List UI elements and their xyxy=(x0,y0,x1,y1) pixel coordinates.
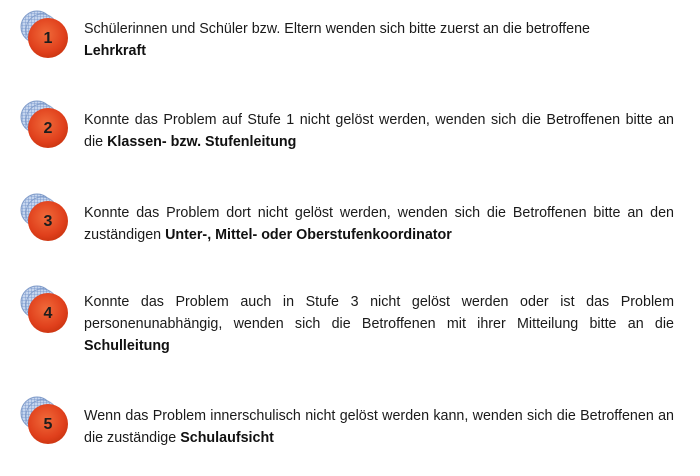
step-number: 3 xyxy=(43,213,53,230)
step-description: Schülerinnen und Schüler bzw. Eltern wenden sich bitte zuerst an die betroffene xyxy=(84,21,591,37)
step-number: 2 xyxy=(43,120,53,137)
step-contact: Schulaufsicht xyxy=(180,430,274,446)
step-description: Konnte das Problem dort nicht gelöst werden, wenden sich die Betroffenen bitte an den zuständigen xyxy=(84,205,674,243)
step-text xyxy=(84,291,674,357)
step-text xyxy=(84,202,674,246)
step-description: Konnte das Problem auf Stufe 1 nicht gelöst werden, wenden sich die Betroffenen bitte an die xyxy=(84,112,674,150)
step-contact: Schulleitung xyxy=(84,338,170,354)
step-badge xyxy=(16,285,72,337)
step-description: Konnte das Problem auch in Stufe 3 nicht gelöst werden oder ist das Problem personenunabhängig, wenden sich die Betroffenen mit ihrer Mitteilung bitte an die xyxy=(84,294,674,332)
step-number: 1 xyxy=(43,30,53,47)
step-contact: Lehrkraft xyxy=(84,43,146,59)
step-text xyxy=(84,18,674,62)
step-number: 4 xyxy=(43,305,53,322)
step-badge xyxy=(16,193,72,245)
step-badge xyxy=(16,100,72,152)
step-text xyxy=(84,109,674,153)
step-contact: Unter-, Mittel- oder Oberstufenkoordinator xyxy=(165,227,452,243)
step-text xyxy=(84,405,674,449)
step-badge xyxy=(16,10,72,62)
step-contact: Klassen- bzw. Stufenleitung xyxy=(107,134,297,150)
step-description: Wenn das Problem innerschulisch nicht gelöst werden kann, wenden sich die Betroffenen an die zuständige xyxy=(84,408,674,446)
step-badge xyxy=(16,396,72,448)
step-number: 5 xyxy=(43,416,53,433)
